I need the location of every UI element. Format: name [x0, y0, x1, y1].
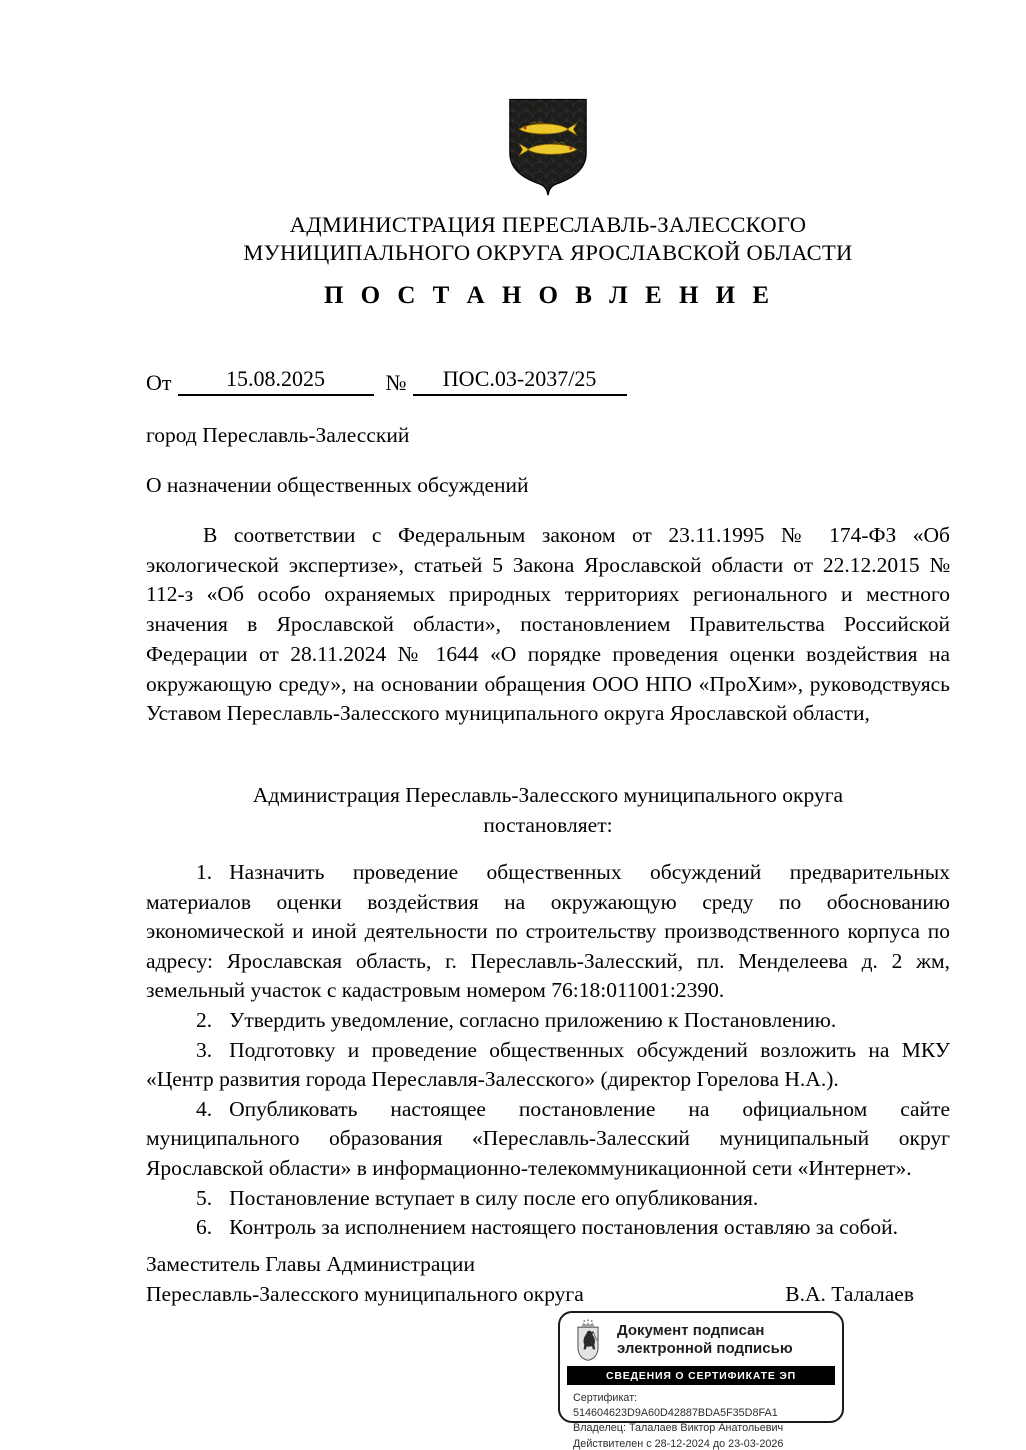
resolution-item-6: [146, 1213, 950, 1243]
resolution-item-2: [146, 1006, 950, 1036]
item-text: Подготовку и проведение общественных обсуждений возложить на МКУ «Центр развития города Переславля-Залесского» (директор Горелова Н.А.).: [146, 1037, 950, 1092]
date-value-field: 15.08.2025: [178, 366, 374, 396]
resolution-item-4: [146, 1095, 950, 1184]
item-text: Опубликовать настоящее постановление на официальном сайте муниципального образования «Переславль-Залесский муниципальный округ Ярославской области» в информационно-телекоммуникационной сети «Интернет».: [146, 1096, 950, 1180]
number-label: №: [385, 370, 407, 395]
electronic-signature-stamp: [558, 1311, 844, 1450]
resolution-item-1: [146, 858, 950, 1006]
org-name-line1: АДМИНИСТРАЦИЯ ПЕРЕСЛАВЛЬ-ЗАЛЕССКОГО: [289, 212, 807, 237]
stamp-title-line2: электронной подписью: [617, 1340, 793, 1357]
pereslavl-coat-of-arms-icon: [505, 97, 591, 197]
certificate-owner-line: Владелец: Талалаев Виктор Анатольевич: [573, 1422, 784, 1435]
signature-block: [146, 1249, 950, 1309]
resolution-intro: [146, 780, 950, 840]
date-label: От: [146, 370, 172, 395]
certificate-info-bar: СВЕДЕНИЯ О СЕРТИФИКАТЕ ЭП: [567, 1366, 835, 1385]
item-number: 2.: [196, 1007, 213, 1032]
item-number: 3.: [196, 1037, 213, 1062]
signer-position-line2: Переславль-Залесского муниципального округа: [146, 1282, 584, 1306]
resolution-intro-line2: постановляет:: [483, 813, 613, 837]
resolution-item-5: [146, 1184, 950, 1214]
city-line: город Переславль-Залесский: [146, 423, 410, 447]
preamble-paragraph: В соответствии с Федеральным законом от 23.11.1995 № 174-ФЗ «Об экологической экспертизе», статьей 5 Закона Ярославской области от 22.12.2015 № 112-з «Об особо охраняемых природных территориях регионального и местного значения в Ярославской области», постановлением Правительства Российской Федерации от 28.11.2024 № 1644 «О порядке проведения оценки воздействия на окружающую среду», на основании обращения ООО НПО «ПроХим», руководствуясь Уставом Переславль-Залесского муниципального округа Ярославской области,: [146, 523, 950, 726]
resolution-intro-line1: Администрация Переславль-Залесского муниципального округа: [252, 783, 844, 807]
item-text: Утвердить уведомление, согласно приложению к Постановлению.: [229, 1007, 837, 1032]
certificate-validity-line: Действителен с 28-12-2024 до 23-03-2026: [573, 1437, 784, 1450]
yaroslavl-coat-of-arms-bear-icon: [573, 1319, 603, 1361]
item-text: Контроль за исполнением настоящего постановления оставляю за собой.: [229, 1215, 899, 1240]
date-and-number-line: [146, 366, 706, 396]
organization-header: [146, 211, 950, 267]
item-number: 4.: [196, 1096, 213, 1121]
signer-position-line1: Заместитель Главы Администрации: [146, 1252, 475, 1276]
org-name-line2: МУНИЦИПАЛЬНОГО ОКРУГА ЯРОСЛАВСКОЙ ОБЛАСТИ: [243, 240, 853, 265]
item-number: 1.: [196, 860, 213, 884]
item-number: 6.: [196, 1215, 213, 1240]
item-text: Постановление вступает в силу после его опубликования.: [229, 1185, 759, 1210]
resolution-item-3: [146, 1036, 950, 1095]
document-type-title: П О С Т А Н О В Л Е Н И Е: [323, 282, 773, 309]
item-number: 5.: [196, 1185, 213, 1210]
signer-name: В.А. Талалаев: [785, 1282, 914, 1306]
stamp-title-line1: Документ подписан: [617, 1321, 765, 1339]
certificate-number-line: Сертификат: 514604623D9A60D42887BDA5F35D8FA1: [573, 1392, 778, 1420]
resolution-items: [146, 858, 950, 1243]
item-text: Назначить проведение общественных обсуждений предварительных материалов оценки воздействия на окружающую среду по обоснованию экономической и иной деятельности по строительству производственного корпуса по адресу: Ярославская область, г. Переславль-Залесский, пл. Менделеева д. 2 жм, земельный участок с кадастровым номером 76:18:011001:2390.: [146, 860, 950, 1003]
subject-line: О назначении общественных обсуждений: [146, 473, 529, 497]
number-value-field: ПОС.03-2037/25: [413, 366, 627, 396]
